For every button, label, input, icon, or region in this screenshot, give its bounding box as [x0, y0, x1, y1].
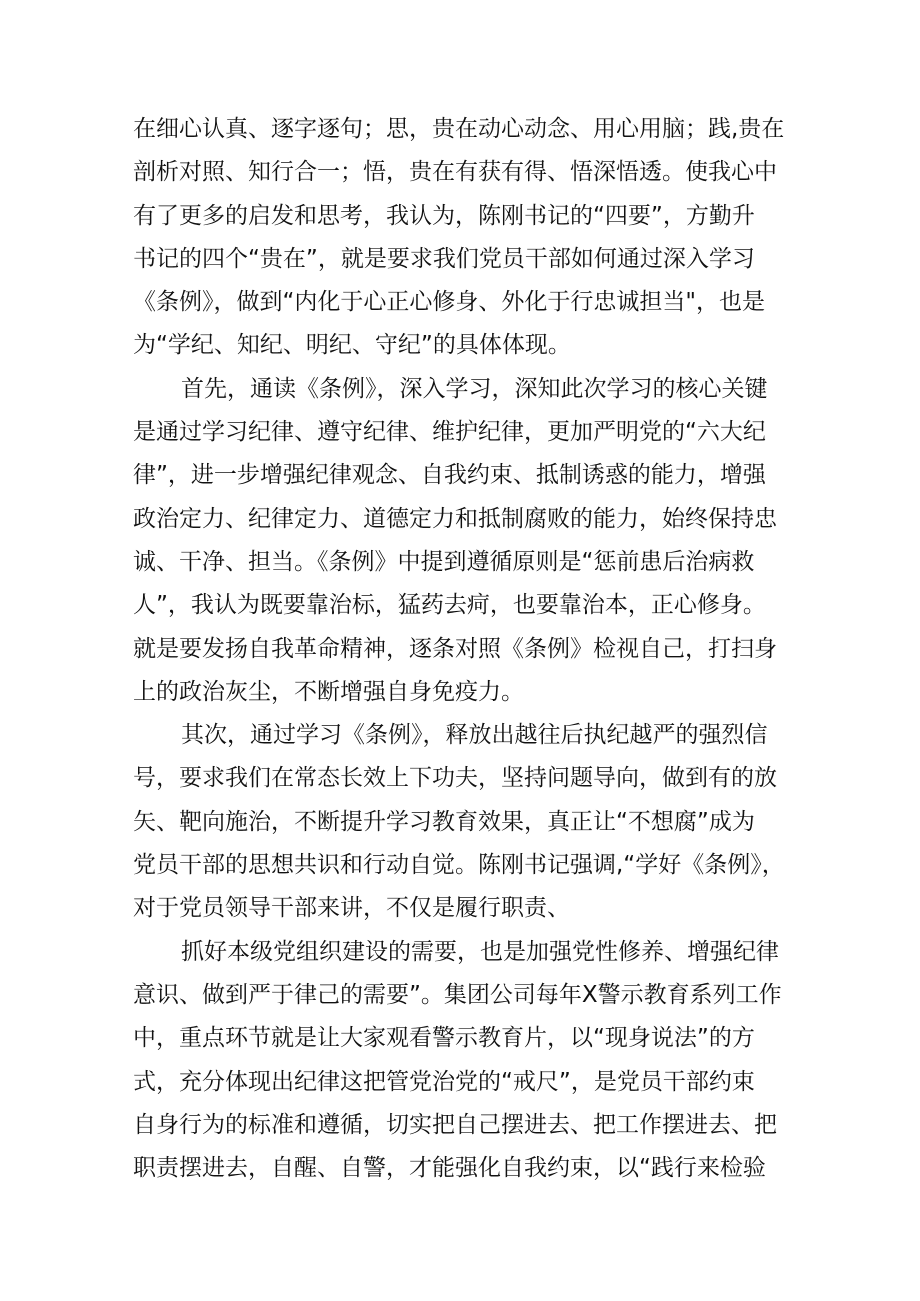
text-line: 号，要求我们在常态长效上下功夫，坚持问题导向，做到有的放	[133, 765, 777, 792]
text-line: 对于党员领导干部来讲，不仅是履行职责、	[133, 895, 570, 922]
text-line: 人”，我认为既要靠治标，猛药去疴，也要靠治本，正心修身。	[133, 592, 766, 619]
text-line: 书记的四个“贵在”，就是要求我们党员干部如何通过深入学习	[133, 245, 755, 272]
text-line: 剖析对照、知行合一；悟，贵在有获有得、悟深悟透。使我心中	[133, 159, 777, 186]
text-line: 在细心认真、逐字逐句；思，贵在动心动念、用心用脑；践,贵在	[133, 116, 785, 142]
text-line: 式，充分体现出纪律这把管党治党的“戒尺”，是党员干部约束	[133, 1068, 755, 1095]
paragraph-first-line: 首先，通读《条例》，深入学习，深知此次学习的核心关键	[181, 375, 768, 402]
text-line: 党员干部的思想共识和行动自觉。陈刚书记强调,“学好《条例》，	[133, 852, 785, 879]
paragraph-first-line: 其次，通过学习《条例》，释放出越往后执纪越严的强烈信	[181, 722, 768, 749]
body-text	[133, 108, 813, 1190]
text-line: 矢、靶向施治，不断提升学习教育效果，真正让“不想腐”成为	[133, 808, 755, 835]
text-line: 律”，进一步增强纪律观念、自我约束、抵制诱惑的能力，增强	[133, 462, 766, 489]
paragraph-first-line: 抓好本级党组织建设的需要，也是加强党性修养、增强纪律	[181, 938, 779, 965]
text-line: 上的政治灰尘，不断增强自身免疫力。	[133, 678, 524, 705]
text-line: 诚、干净、担当。《条例》中提到遵循原则是“惩前患后治病救	[133, 548, 755, 575]
text-line: 意识、做到严于律己的需要”。集团公司每年X警示教育系列工作	[133, 981, 782, 1008]
text-line: 为“学纪、知纪、明纪、守纪”的具体体现。	[133, 332, 571, 359]
text-line: 是通过学习纪律、遵守纪律、维护纪律，更加严明党的“六大纪	[133, 419, 766, 446]
text-line: 有了更多的启发和思考，我认为，陈刚书记的“四要”，方勤升	[133, 202, 755, 229]
text-line: 中，重点环节就是让大家观看警示教育片，以“现身说法”的方	[133, 1025, 755, 1052]
text-line: 政治定力、纪律定力、道德定力和抵制腐败的能力，始终保持忠	[133, 505, 777, 532]
text-line: 职责摆进去，自醒、自警，才能强化自我约束，以“践行来检验	[133, 1155, 766, 1182]
text-line: 自身行为的标准和遵循，切实把自己摆进去、把工作摆进去、把	[133, 1111, 777, 1138]
text-line: 就是要发扬自我革命精神，逐条对照《条例》检视自己，打扫身	[133, 635, 777, 662]
text-line: 《条例》，做到“内化于心正心修身、外化于行忠诚担当"，也是	[133, 289, 765, 316]
